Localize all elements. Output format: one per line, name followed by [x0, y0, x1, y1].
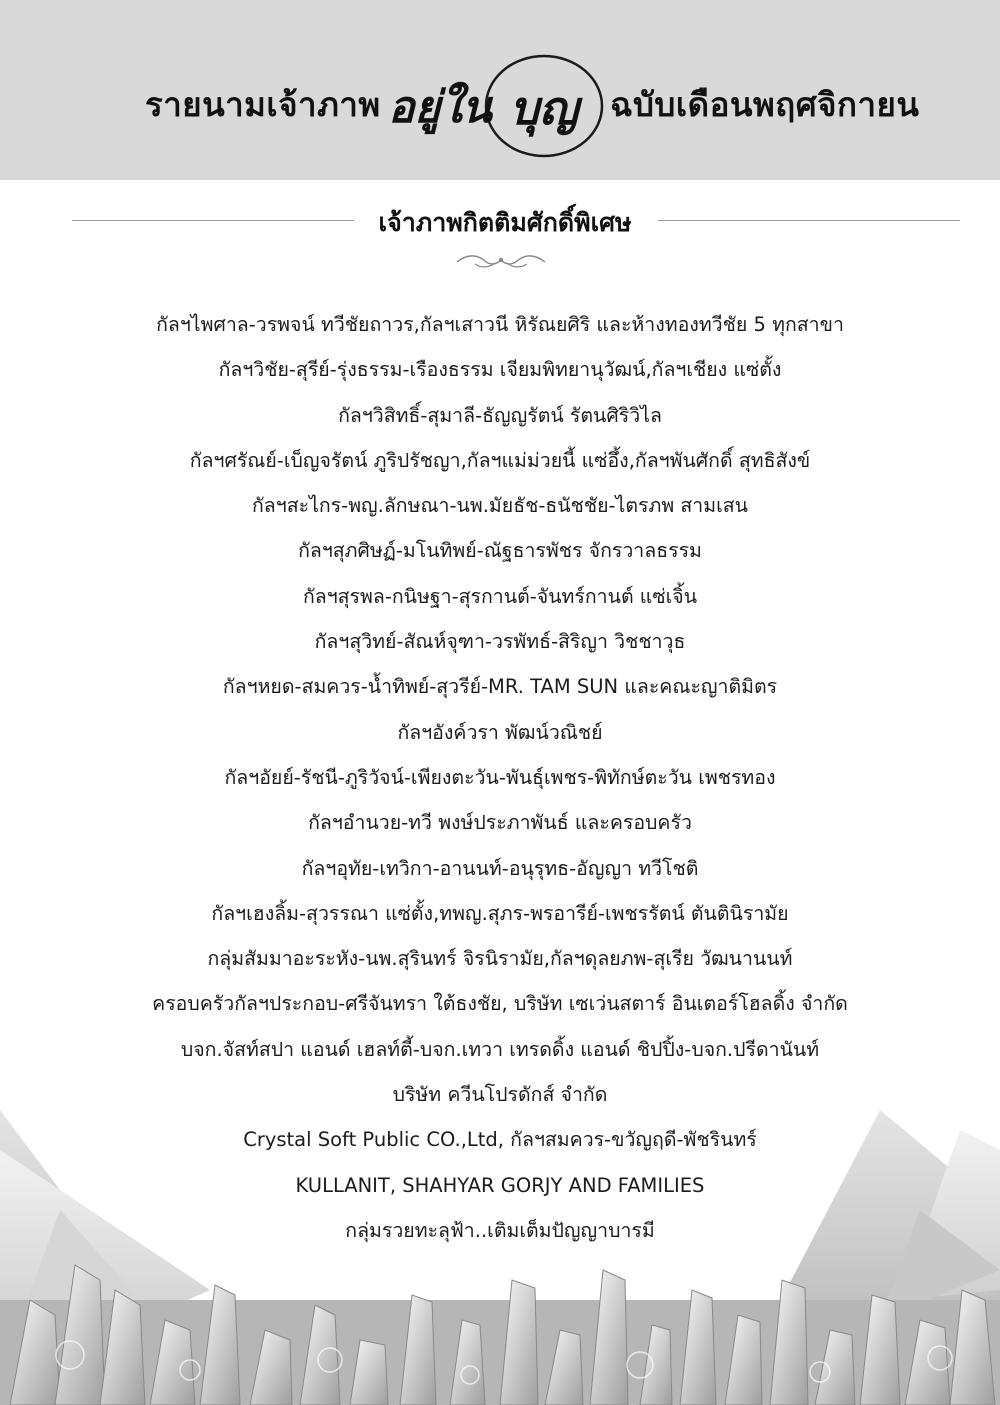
sponsor-line: กัลฯวิสิทธิ์-สุมาลี-ธัญญรัตน์ รัตนศิริวิไล — [338, 403, 662, 427]
sponsor-line: กัลฯอำนวย-ทวี พงษ์ประภาพันธ์ และครอบครัว — [308, 811, 692, 835]
section-rule-right — [658, 220, 960, 221]
sponsor-list — [0, 302, 1000, 1253]
sponsor-line: กัลฯสุวิทย์-สัณห์จุฑา-วรพัทธ์-สิริญา วิชชาวุธ — [314, 630, 686, 654]
header-title-right: ฉบับเดือนพฤศจิกายน — [610, 85, 920, 124]
sponsor-line: กัลฯสุรพล-กนิษฐา-สุรกานต์-จันทร์กานต์ แซ่เจิ้น — [302, 584, 698, 608]
sponsor-line: กลุ่มสัมมาอะระหัง-นพ.สุรินทร์ จิรนิรามัย,กัลฯดุลยภพ-สุเรีย วัฒนานนท์ — [207, 947, 793, 971]
sponsor-line: กัลฯหยด-สมควร-น้ำทิพย์-สุวรีย์-MR. TAM SUN และคณะญาติมิตร — [222, 675, 778, 699]
section-rule-left — [72, 220, 354, 221]
sponsor-line: Crystal Soft Public CO.,Ltd, กัลฯสมควร-ขวัญฤดี-พัชรินทร์ — [243, 1128, 757, 1152]
sponsor-line: กลุ่มรวยทะลุฟ้า..เติมเต็มปัญญาบารมี — [345, 1218, 655, 1242]
sponsor-line: กัลฯอัยย์-รัชนี-ภูริวัจน์-เพียงตะวัน-พันธุ์เพชร-พิทักษ์ตะวัน เพชรทอง — [224, 765, 776, 789]
sponsor-line: กัลฯสุภศิษฏ์-มโนทิพย์-ณัฐธารพัชร จักรวาลธรรม — [298, 539, 702, 563]
ornament-flourish-icon — [455, 252, 547, 270]
sponsor-line: บจก.จัสท์สปา แอนด์ เฮลท์ตี้-บจก.เทวา เทรดดิ้ง แอนด์ ชิปปิ้ง-บจก.ปรีดานันท์ — [180, 1037, 820, 1061]
sponsor-line: กัลฯไพศาล-วรพจน์ ทวีชัยถาวร,กัลฯเสาวนี หิรัณยศิริ และห้างทองทวีชัย 5 ทุกสาขา — [156, 313, 844, 336]
sponsor-line: กัลฯศรัณย์-เบ็ญจรัตน์ ภูริปรัชญา,กัลฯแม่ม่วยนี้ แซ่อึ้ง,กัลฯพันศักดิ์ สุทธิสังข์ — [189, 448, 811, 472]
sponsor-line: กัลฯเฮงลิ้ม-สุวรรณา แซ่ตั้ง,ทพญ.สุภร-พรอารีย์-เพชรรัตน์ ตันตินิรามัย — [211, 901, 789, 925]
sponsor-line: กัลฯสะไกร-พญ.ลักษณา-นพ.มัยธัช-ธนัชชัย-ไตรภพ สามเสน — [251, 494, 748, 518]
sponsor-line: KULLANIT, SHAHYAR GORJY AND FAMILIES — [295, 1173, 705, 1197]
sponsor-line: บริษัท ควีนโปรดักส์ จำกัด — [392, 1083, 608, 1107]
sponsor-line: กัลฯอังค์วรา พัฒน์วณิชย์ — [397, 720, 603, 744]
logo-word-1: อยู่ใน — [388, 82, 492, 133]
sponsor-line: ครอบครัวกัลฯประกอบ-ศรีจันทรา ใต้ธงชัย, บริษัท เซเว่นสตาร์ อินเตอร์โฮลดิ้ง จำกัด — [152, 992, 848, 1016]
logo-word-2: บุญ — [509, 81, 579, 135]
ayu-nai-boon-logo — [378, 48, 610, 160]
sponsor-line: กัลฯวิชัย-สุรีย์-รุ่งธรรม-เรืองธรรม เจียมพิทยานุวัฒน์,กัลฯเชียง แซ่ตั้ง — [218, 358, 782, 382]
sponsor-line: กัลฯอุทัย-เทวิกา-อานนท์-อนุรุทธ-อัญญา ทวีโชติ — [301, 856, 699, 880]
page-header — [0, 0, 1000, 180]
section-title: เจ้าภาพกิตติมศักดิ์พิเศษ — [378, 208, 632, 237]
header-title-left: รายนามเจ้าภาพ — [145, 85, 381, 124]
